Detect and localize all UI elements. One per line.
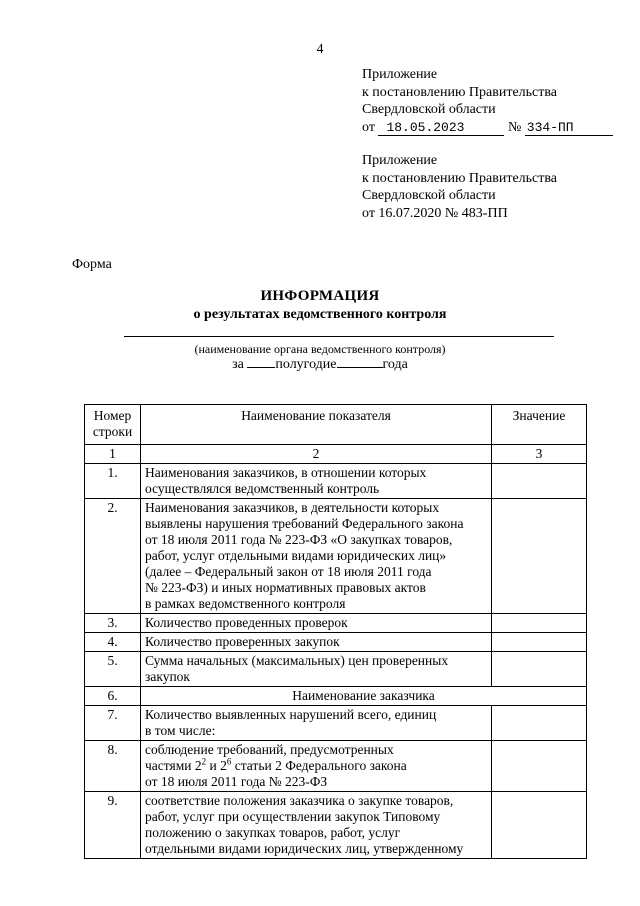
period-middle: полугодие <box>275 357 337 372</box>
document-title: ИНФОРМАЦИЯ <box>260 288 380 304</box>
approval-number: 334-ПП <box>525 121 613 136</box>
approval-line: Приложение <box>362 153 438 168</box>
row-number: 5. <box>85 652 141 687</box>
period-prefix: за <box>232 357 244 372</box>
row-value[interactable] <box>492 499 587 614</box>
row-number: 3. <box>85 614 141 633</box>
text-part: частями 2 <box>145 758 202 773</box>
row-number: 2. <box>85 499 141 614</box>
header-number-line2: строки <box>92 424 133 439</box>
indicator-line: работ, услуг отдельными видами юридических лиц» <box>145 548 447 563</box>
page-number: 4 <box>316 42 324 57</box>
row-value[interactable] <box>492 706 587 741</box>
indicator-line: Наименование заказчика <box>292 688 435 703</box>
indicator-line: Наименования заказчиков, в деятельности которых <box>145 500 440 515</box>
period-suffix: года <box>382 357 408 372</box>
row-value[interactable] <box>492 741 587 792</box>
superscript: 6 <box>226 756 232 767</box>
approval-date-line <box>362 119 613 137</box>
indicator-line: Наименования заказчиков, в отношении которых <box>145 465 427 480</box>
indicator-line: (далее – Федеральный закон от 18 июля 2011 года <box>145 564 432 579</box>
row-number: 8. <box>85 741 141 792</box>
table-row <box>85 614 587 633</box>
approval-line: Приложение <box>362 67 438 82</box>
approval-block-previous <box>362 152 557 222</box>
form-label: Форма <box>72 257 112 272</box>
table-row <box>85 464 587 499</box>
document-subtitle: о результатах ведомственного контроля <box>193 307 447 322</box>
indicator-line: работ, услуг при осуществлении закупок Типовому <box>145 809 441 824</box>
row-value[interactable] <box>492 633 587 652</box>
row-number: 4. <box>85 633 141 652</box>
date-prefix: от <box>362 119 375 135</box>
indicator-line <box>145 758 487 774</box>
table-row <box>85 792 587 859</box>
indicator-line: соблюдение требований, предусмотренных <box>145 742 394 757</box>
approval-line: к постановлению Правительства <box>362 84 558 100</box>
approval-block-current <box>362 66 613 136</box>
row-indicator <box>141 464 492 499</box>
column-index: 2 <box>141 445 492 464</box>
text-part: статьи 2 Федерального закона <box>231 758 407 773</box>
table-row <box>85 633 587 652</box>
indicator-line: закупок <box>145 669 190 684</box>
row-value[interactable] <box>492 792 587 859</box>
indicator-line: в том числе: <box>145 723 216 738</box>
indicator-line: Количество проверенных закупок <box>145 634 340 649</box>
text-part: и 2 <box>206 758 227 773</box>
half-year-blank <box>247 367 275 368</box>
table-row <box>85 741 587 792</box>
indicator-line: соответствие положения заказчика о закупке товаров, <box>145 793 454 808</box>
header-number-line1: Номер <box>93 408 132 423</box>
approval-line: к постановлению Правительства <box>362 170 558 186</box>
table-header-row <box>85 405 587 445</box>
row-number: 9. <box>85 792 141 859</box>
column-index: 3 <box>492 445 587 464</box>
indicator-line: от 18 июля 2011 года № 223-ФЗ <box>145 774 328 789</box>
indicator-line: в рамках ведомственного контроля <box>145 596 346 611</box>
table-row <box>85 652 587 687</box>
year-blank <box>337 367 383 368</box>
row-indicator <box>141 652 492 687</box>
table-row <box>85 706 587 741</box>
table-row <box>85 687 587 706</box>
superscript: 2 <box>201 756 207 767</box>
row-indicator <box>141 687 587 706</box>
column-index-row <box>85 445 587 464</box>
approval-date: 18.05.2023 <box>378 121 504 136</box>
indicator-line: Количество проведенных проверок <box>145 615 348 630</box>
row-value[interactable] <box>492 652 587 687</box>
row-number: 6. <box>85 687 141 706</box>
table-row <box>85 499 587 614</box>
org-name-line <box>124 336 554 337</box>
approval-line: Свердловской области <box>362 188 496 203</box>
row-number: 7. <box>85 706 141 741</box>
header-name: Наименование показателя <box>141 405 492 445</box>
indicator-line: № 223-ФЗ) и иных нормативных правовых актов <box>145 580 426 595</box>
row-indicator <box>141 633 492 652</box>
number-prefix: № <box>507 119 522 135</box>
approval-line: Свердловской области <box>362 102 496 117</box>
row-indicator <box>141 499 492 614</box>
indicator-line: отдельными видами юридических лиц, утвержденному <box>145 841 464 856</box>
row-indicator <box>141 706 492 741</box>
row-indicator <box>141 792 492 859</box>
indicators-table <box>84 404 587 859</box>
row-value[interactable] <box>492 464 587 499</box>
header-number <box>85 405 141 445</box>
row-indicator <box>141 741 492 792</box>
indicator-line: положению о закупках товаров, работ, услуг <box>145 825 401 840</box>
indicator-line: Количество выявленных нарушений всего, единиц <box>145 707 437 722</box>
approval-line: от 16.07.2020 № 483-ПП <box>362 205 508 221</box>
indicator-line: осуществлялся ведомственный контроль <box>145 481 380 496</box>
row-number: 1. <box>85 464 141 499</box>
period-line <box>0 357 640 373</box>
row-value[interactable] <box>492 614 587 633</box>
indicator-line: выявлены нарушения требований Федерального закона <box>145 516 464 531</box>
header-value: Значение <box>492 405 587 445</box>
org-name-hint: (наименование органа ведомственного контроля) <box>194 342 446 356</box>
indicator-line: Сумма начальных (максимальных) цен проверенных <box>145 653 449 668</box>
row-indicator <box>141 614 492 633</box>
indicator-line: от 18 июля 2011 года № 223-ФЗ «О закупках товаров, <box>145 532 453 547</box>
column-index: 1 <box>85 445 141 464</box>
